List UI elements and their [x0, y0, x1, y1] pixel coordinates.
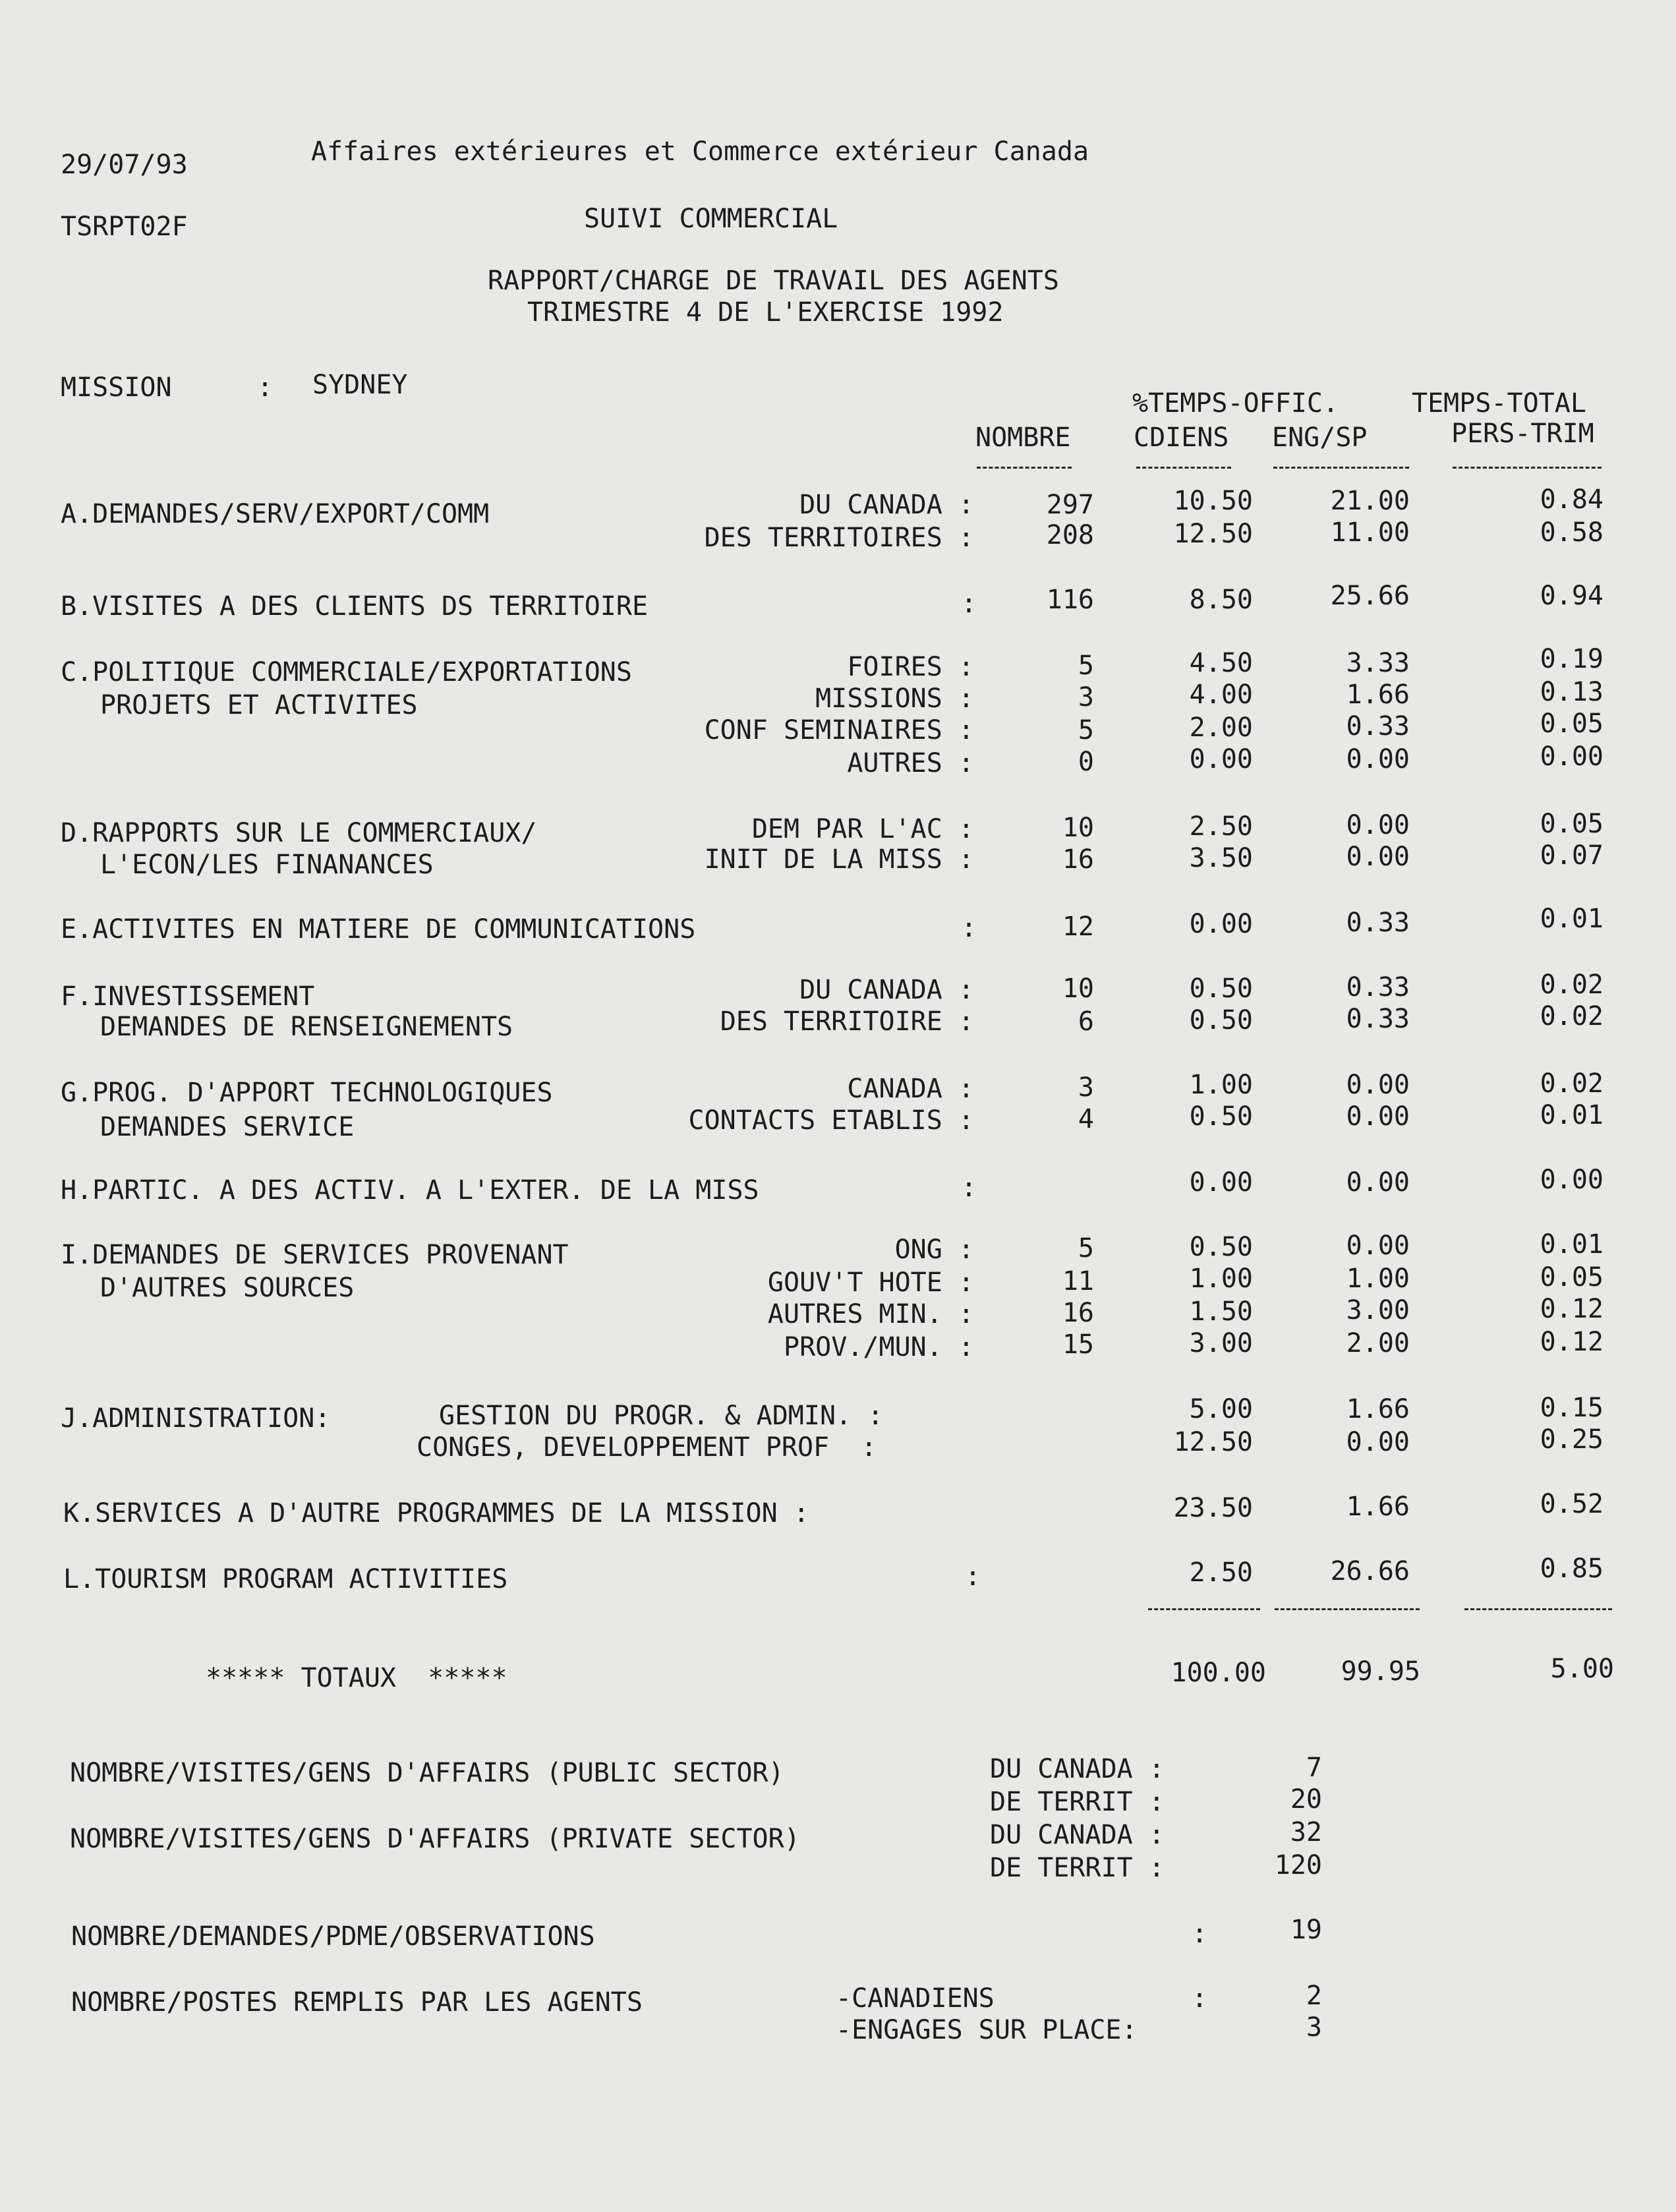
cell-pers-trim: 0.85	[1540, 1554, 1604, 1584]
report-code: TSRPT02F	[61, 212, 188, 242]
cell-engsp: 3.00	[1346, 1295, 1410, 1325]
cell-engsp: 0.00	[1346, 1427, 1410, 1457]
cell-engsp: 1.00	[1346, 1264, 1410, 1294]
row-subcategory: DU CANADA :	[799, 490, 974, 520]
cell-engsp: 0.00	[1346, 744, 1410, 774]
cell-cdiens: 0.00	[1189, 909, 1253, 939]
cell-engsp: 0.00	[1346, 842, 1410, 872]
cell-nombre: 208	[1046, 520, 1094, 550]
header-rule	[1136, 467, 1231, 469]
cell-pers-trim: 0.12	[1540, 1294, 1604, 1324]
postes-val-canadiens: 2	[1306, 1981, 1322, 2011]
totals-label: ***** TOTAUX *****	[206, 1663, 507, 1693]
section-label-f: F.INVESTISSEMENT	[61, 981, 315, 1012]
row-subcategory: DU CANADA :	[799, 975, 974, 1005]
pdme-value: 19	[1290, 1915, 1322, 1945]
cell-engsp: 2.00	[1346, 1328, 1410, 1358]
section-label-l: L.TOURISM PROGRAM ACTIVITIES	[63, 1564, 508, 1594]
cell-cdiens: 3.00	[1189, 1328, 1253, 1358]
public-sub-territ: DE TERRIT :	[990, 1787, 1165, 1817]
cell-nombre: 12	[1062, 912, 1094, 942]
cell-pers-trim: 0.12	[1540, 1327, 1604, 1357]
cell-engsp: 0.33	[1346, 972, 1410, 1003]
private-val-canada: 32	[1290, 1817, 1322, 1848]
row-separator: :	[961, 589, 977, 619]
public-val-territ: 20	[1290, 1784, 1322, 1815]
cell-pers-trim: 0.05	[1540, 709, 1604, 739]
section-label-c: C.POLITIQUE COMMERCIALE/EXPORTATIONS	[61, 657, 632, 687]
cell-cdiens: 0.00	[1189, 1167, 1253, 1198]
system-name: SUIVI COMMERCIAL	[584, 204, 838, 234]
cell-engsp: 0.00	[1346, 1070, 1410, 1100]
cell-cdiens: 3.50	[1189, 843, 1253, 873]
cell-cdiens: 2.50	[1189, 1557, 1253, 1588]
cell-nombre: 3	[1078, 682, 1094, 713]
cell-pers-trim: 0.05	[1540, 1262, 1604, 1293]
row-subcategory: ONG :	[894, 1235, 974, 1265]
cell-engsp: 25.66	[1330, 581, 1410, 611]
cell-pers-trim: 0.52	[1540, 1489, 1604, 1519]
row-subcategory: CANADA :	[847, 1074, 974, 1104]
section-label-b: B.VISITES A DES CLIENTS DS TERRITOIRE	[61, 591, 649, 622]
cell-cdiens: 8.50	[1189, 585, 1253, 615]
column-header-pers-trim: PERS-TRIM	[1451, 419, 1594, 449]
row-subcategory: CONF SEMINAIRES :	[704, 715, 974, 745]
section-label-g: G.PROG. D'APPORT TECHNOLOGIQUES	[61, 1078, 553, 1108]
cell-nombre: 15	[1062, 1329, 1094, 1360]
cell-nombre: 10	[1062, 813, 1094, 843]
section-label-k: K.SERVICES A D'AUTRE PROGRAMMES DE LA MISSION :	[63, 1498, 809, 1528]
cell-pers-trim: 0.94	[1540, 581, 1604, 611]
cell-engsp: 1.66	[1346, 680, 1410, 710]
cell-cdiens: 0.50	[1189, 1005, 1253, 1035]
private-sector-label: NOMBRE/VISITES/GENS D'AFFAIRS (PRIVATE SECTOR)	[70, 1824, 800, 1854]
row-subcategory: CONTACTS ETABLIS :	[688, 1105, 974, 1136]
cell-engsp: 0.00	[1346, 810, 1410, 840]
cell-engsp: 26.66	[1330, 1556, 1410, 1586]
public-sub-canada: DU CANADA :	[990, 1754, 1165, 1784]
report-subtitle: TRIMESTRE 4 DE L'EXERCISE 1992	[527, 297, 1004, 328]
cell-cdiens: 10.50	[1173, 486, 1253, 516]
pdme-separator: :	[1192, 1919, 1208, 1949]
cell-pers-trim: 0.02	[1540, 970, 1604, 1000]
cell-nombre: 5	[1078, 715, 1094, 745]
total-engsp: 99.95	[1341, 1656, 1420, 1687]
cell-nombre: 4	[1078, 1104, 1094, 1134]
cell-nombre: 10	[1062, 974, 1094, 1004]
cell-nombre: 0	[1078, 747, 1094, 777]
row-subcategory: PROV./MUN. :	[784, 1332, 974, 1362]
section-label-a: A.DEMANDES/SERV/EXPORT/COMM	[61, 499, 490, 529]
cell-pers-trim: 0.84	[1540, 484, 1604, 515]
cell-engsp: 0.00	[1346, 1101, 1410, 1132]
row-subcategory: MISSIONS :	[815, 684, 974, 714]
section-sublabel-d: L'ECON/LES FINANANCES	[100, 850, 434, 880]
cell-engsp: 0.33	[1346, 908, 1410, 938]
cell-cdiens: 0.50	[1189, 974, 1253, 1004]
cell-pers-trim: 0.00	[1540, 742, 1604, 772]
report-title: RAPPORT/CHARGE DE TRAVAIL DES AGENTS	[488, 266, 1059, 296]
section-sublabel-g: DEMANDES SERVICE	[100, 1112, 355, 1142]
cell-cdiens: 5.00	[1189, 1394, 1253, 1424]
cell-cdiens: 4.50	[1189, 648, 1253, 678]
cell-pers-trim: 0.01	[1540, 1229, 1604, 1260]
private-sub-territ: DE TERRIT :	[990, 1853, 1165, 1883]
cell-engsp: 21.00	[1330, 486, 1410, 516]
section-sublabel-c: PROJETS ET ACTIVITES	[100, 690, 418, 720]
cell-pers-trim: 0.02	[1540, 1068, 1604, 1099]
cell-cdiens: 0.00	[1189, 744, 1253, 774]
cell-cdiens: 1.00	[1189, 1070, 1253, 1100]
cell-cdiens: 2.00	[1189, 713, 1253, 743]
total-pers-trim: 5.00	[1550, 1654, 1614, 1684]
section-label-j: J.ADMINISTRATION:	[61, 1403, 331, 1434]
postes-sep-canadiens: :	[1192, 1983, 1208, 2014]
row-subcategory: DES TERRITOIRE :	[720, 1006, 974, 1037]
cell-engsp: 1.66	[1346, 1492, 1410, 1522]
row-subcategory: CONGES, DEVELOPPEMENT PROF :	[417, 1432, 877, 1463]
cell-cdiens: 0.50	[1189, 1101, 1253, 1132]
report-date: 29/07/93	[61, 150, 188, 180]
cell-nombre: 3	[1078, 1072, 1094, 1103]
cell-cdiens: 0.50	[1189, 1232, 1253, 1262]
cell-engsp: 1.66	[1346, 1394, 1410, 1424]
cell-cdiens: 23.50	[1173, 1493, 1253, 1523]
column-header-nombre: NOMBRE	[975, 422, 1071, 453]
mission-label: MISSION	[61, 372, 172, 403]
section-sublabel-f: DEMANDES DE RENSEIGNEMENTS	[100, 1012, 513, 1042]
cell-pers-trim: 0.01	[1540, 1100, 1604, 1130]
cell-pers-trim: 0.02	[1540, 1001, 1604, 1032]
row-subcategory: GESTION DU PROGR. & ADMIN. :	[439, 1401, 884, 1431]
section-label-h: H.PARTIC. A DES ACTIV. A L'EXTER. DE LA MISS	[61, 1175, 759, 1206]
header-rule	[1453, 467, 1602, 469]
cell-nombre: 116	[1046, 585, 1094, 615]
row-separator: :	[961, 1173, 977, 1203]
column-header-engsp: ENG/SP	[1272, 422, 1368, 453]
cell-nombre: 5	[1078, 1233, 1094, 1264]
public-val-canada: 7	[1306, 1753, 1322, 1783]
section-label-e: E.ACTIVITES EN MATIERE DE COMMUNICATIONS	[61, 914, 696, 945]
cell-pers-trim: 0.19	[1540, 644, 1604, 674]
row-subcategory: INIT DE LA MISS :	[704, 844, 974, 875]
cell-pers-trim: 0.00	[1540, 1165, 1604, 1195]
mission-value: SYDNEY	[312, 370, 408, 400]
row-separator: :	[961, 913, 977, 943]
row-subcategory: AUTRES MIN. :	[767, 1299, 974, 1329]
row-subcategory: AUTRES :	[847, 748, 974, 778]
cell-nombre: 6	[1078, 1006, 1094, 1037]
row-subcategory: DEM PAR L'AC :	[751, 814, 974, 844]
row-subcategory: FOIRES :	[847, 652, 974, 682]
cell-engsp: 0.33	[1346, 711, 1410, 742]
cell-pers-trim: 0.15	[1540, 1393, 1604, 1423]
cell-nombre: 16	[1062, 1298, 1094, 1328]
row-subcategory: DES TERRITOIRES :	[704, 523, 974, 553]
cell-engsp: 0.00	[1346, 1167, 1410, 1198]
cell-cdiens: 1.50	[1189, 1296, 1253, 1327]
totals-rule	[1275, 1608, 1420, 1610]
total-cdiens: 100.00	[1170, 1658, 1266, 1688]
cell-engsp: 11.00	[1330, 517, 1410, 548]
cell-cdiens: 12.50	[1173, 519, 1253, 549]
cell-pers-trim: 0.07	[1540, 840, 1604, 871]
section-sublabel-i: D'AUTRES SOURCES	[100, 1273, 355, 1303]
column-header-cdiens: CDIENS	[1134, 422, 1229, 453]
section-label-d: D.RAPPORTS SUR LE COMMERCIAUX/	[61, 818, 537, 848]
cell-cdiens: 1.00	[1189, 1264, 1253, 1294]
private-sub-canada: DU CANADA :	[990, 1820, 1165, 1850]
postes-label: NOMBRE/POSTES REMPLIS PAR LES AGENTS	[71, 1987, 643, 2018]
cell-nombre: 5	[1078, 651, 1094, 681]
private-val-territ: 120	[1274, 1850, 1322, 1880]
organization-name: Affaires extérieures et Commerce extérieur Canada	[311, 136, 1089, 167]
cell-nombre: 297	[1046, 490, 1094, 520]
mission-separator: :	[257, 372, 274, 403]
cell-engsp: 3.33	[1346, 648, 1410, 678]
totals-rule	[1464, 1608, 1612, 1610]
column-group-temps-total: TEMPS-TOTAL	[1412, 388, 1586, 419]
cell-cdiens: 4.00	[1189, 680, 1253, 710]
postes-val-engages: 3	[1306, 2012, 1322, 2043]
cell-pers-trim: 0.01	[1540, 904, 1604, 934]
pdme-label: NOMBRE/DEMANDES/PDME/OBSERVATIONS	[71, 1921, 595, 1952]
cell-nombre: 16	[1062, 844, 1094, 875]
column-group-pct-temps: %TEMPS-OFFIC.	[1132, 388, 1339, 419]
postes-sub-canadiens: -CANADIENS	[836, 1983, 995, 2014]
row-subcategory: GOUV'T HOTE :	[767, 1267, 974, 1298]
cell-pers-trim: 0.25	[1540, 1424, 1604, 1455]
cell-engsp: 0.00	[1346, 1231, 1410, 1261]
cell-cdiens: 2.50	[1189, 811, 1253, 842]
row-separator: :	[965, 1561, 981, 1592]
cell-cdiens: 12.50	[1173, 1427, 1253, 1457]
postes-sub-engages: -ENGAGES SUR PLACE:	[836, 2015, 1138, 2045]
cell-pers-trim: 0.05	[1540, 809, 1604, 839]
section-label-i: I.DEMANDES DE SERVICES PROVENANT	[61, 1240, 569, 1270]
cell-pers-trim: 0.58	[1540, 517, 1604, 548]
cell-nombre: 11	[1062, 1266, 1094, 1296]
cell-engsp: 0.33	[1346, 1004, 1410, 1034]
public-sector-label: NOMBRE/VISITES/GENS D'AFFAIRS (PUBLIC SECTOR)	[70, 1758, 784, 1788]
header-rule	[1273, 467, 1409, 469]
totals-rule	[1148, 1608, 1260, 1610]
cell-pers-trim: 0.13	[1540, 677, 1604, 707]
header-rule	[977, 467, 1072, 469]
